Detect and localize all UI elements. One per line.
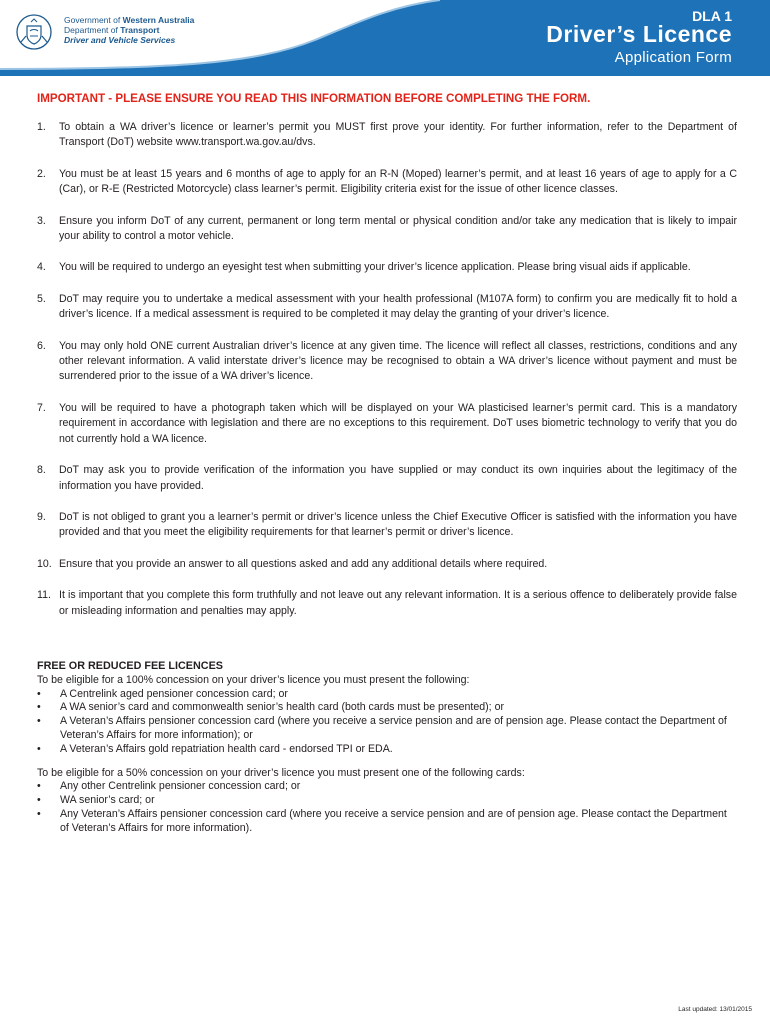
- list-item: • Any other Centrelink pensioner concession card; or: [37, 780, 301, 793]
- header-banner: [0, 0, 770, 76]
- fee-concessions-section: [37, 660, 737, 836]
- list-item: 8. DoT may ask you to provide verification of the information you have supplied or may conduct its own inquiries about the legitimacy of the information you have provided.: [37, 464, 737, 492]
- fees-heading: FREE OR REDUCED FEE LICENCES: [37, 660, 223, 672]
- fees-intro-50: To be eligible for a 50% concession on your driver’s licence you must present one of the following cards:: [37, 766, 525, 779]
- list-item: • A Veteran’s Affairs gold repatriation health card - endorsed TPI or EDA.: [37, 742, 393, 755]
- list-item: 3. Ensure you inform DoT of any current, permanent or long term mental or physical condition and/or take any medication that is likely to impair your ability to control a motor vehicle.: [37, 214, 737, 243]
- fees-list-100: [37, 688, 737, 757]
- list-item: 10. Ensure that you provide an answer to all questions asked and add any additional details where required.: [37, 557, 548, 570]
- logo-line-department: Department of Transport: [64, 25, 160, 35]
- list-item: 2. You must be at least 15 years and 6 months of age to apply for an R-N (Moped) learner’s permit, and at least 16 years of age to apply for a C (Car), or R-E (Restricted Motorcycle) class learner’s permit. Eligibility criteria exist for the issue of other licence classes.: [37, 167, 737, 196]
- list-item: 6. You may only hold ONE current Australian driver’s licence at any given time. The licence will reflect all classes, restrictions, conditions and any other relevant information. A valid interstate driver’s licence may be recognised to obtain a WA driver’s licence without payment and must be surrendered prior to the issue of a WA driver’s licence.: [37, 339, 737, 383]
- list-item: 5. DoT may require you to undertake a medical assessment with your health professional (M107A form) to confirm you are medically fit to hold a driver’s licence. If a medical assessment is required to be completed it may delay the granting of your driver’s licence.: [37, 292, 737, 321]
- important-notice: IMPORTANT - PLEASE ENSURE YOU READ THIS INFORMATION BEFORE COMPLETING THE FORM.: [37, 92, 591, 105]
- list-item: • A Veteran’s Affairs pensioner concession card (where you receive a service pension and are of pension age. Please contact the Department of Veteran’s Affairs for more information); or: [37, 715, 727, 741]
- list-item: 7. You will be required to have a photograph taken which will be displayed on your WA plasticised learner’s permit card. This is a mandatory requirement in accordance with legislation and there are no exceptions to this requirement. DoT uses biometric technology to verify that you do not currently hold a WA licence.: [37, 401, 737, 445]
- list-item: 4. You will be required to undergo an eyesight test when submitting your driver’s licence application. Please bring visual aids if applicable.: [37, 261, 691, 274]
- logo-line-government: Government of Western Australia: [64, 15, 195, 25]
- list-item: 9. DoT is not obliged to grant you a learner’s permit or driver’s licence unless the Chief Executive Officer is satisfied with the information you have provided and that you meet the eligibility requirements for that learner’s permit or driver’s licence.: [37, 510, 737, 539]
- list-item: • WA senior’s card; or: [37, 794, 155, 807]
- form-subtitle: Application Form: [614, 49, 732, 66]
- instructions-list: [37, 120, 737, 635]
- wa-crest-logo: [14, 12, 54, 52]
- list-item: • A Centrelink aged pensioner concession card; or: [37, 687, 288, 700]
- list-item: • Any Veteran’s Affairs pensioner concession card (where you receive a service pension and are of pension age. Please contact the Department of Veteran’s Affairs for more information).: [37, 807, 727, 834]
- logo-line-service: Driver and Vehicle Services: [64, 35, 176, 45]
- last-updated: Last updated: 13/01/2015: [678, 1006, 752, 1013]
- fees-list-50: [37, 780, 737, 835]
- list-item: 1. To obtain a WA driver’s licence or learner’s permit you MUST first prove your identity. For further information, refer to the Department of Transport (DoT) website www.transport.wa.gov.au/dvs.: [37, 121, 737, 149]
- fees-intro-100: To be eligible for a 100% concession on your driver’s licence you must present the following:: [37, 673, 470, 686]
- agency-logo-text: [64, 15, 194, 45]
- form-code: DLA 1: [692, 8, 732, 24]
- form-title: Driver’s Licence: [546, 21, 732, 47]
- list-item: • A WA senior’s card and commonwealth senior’s health card (both cards must be presented); or: [37, 701, 504, 714]
- list-item: 11. It is important that you complete this form truthfully and not leave out any relevant information. It is a serious offence to deliberately provide false or misleading information and penalties may apply.: [37, 589, 737, 617]
